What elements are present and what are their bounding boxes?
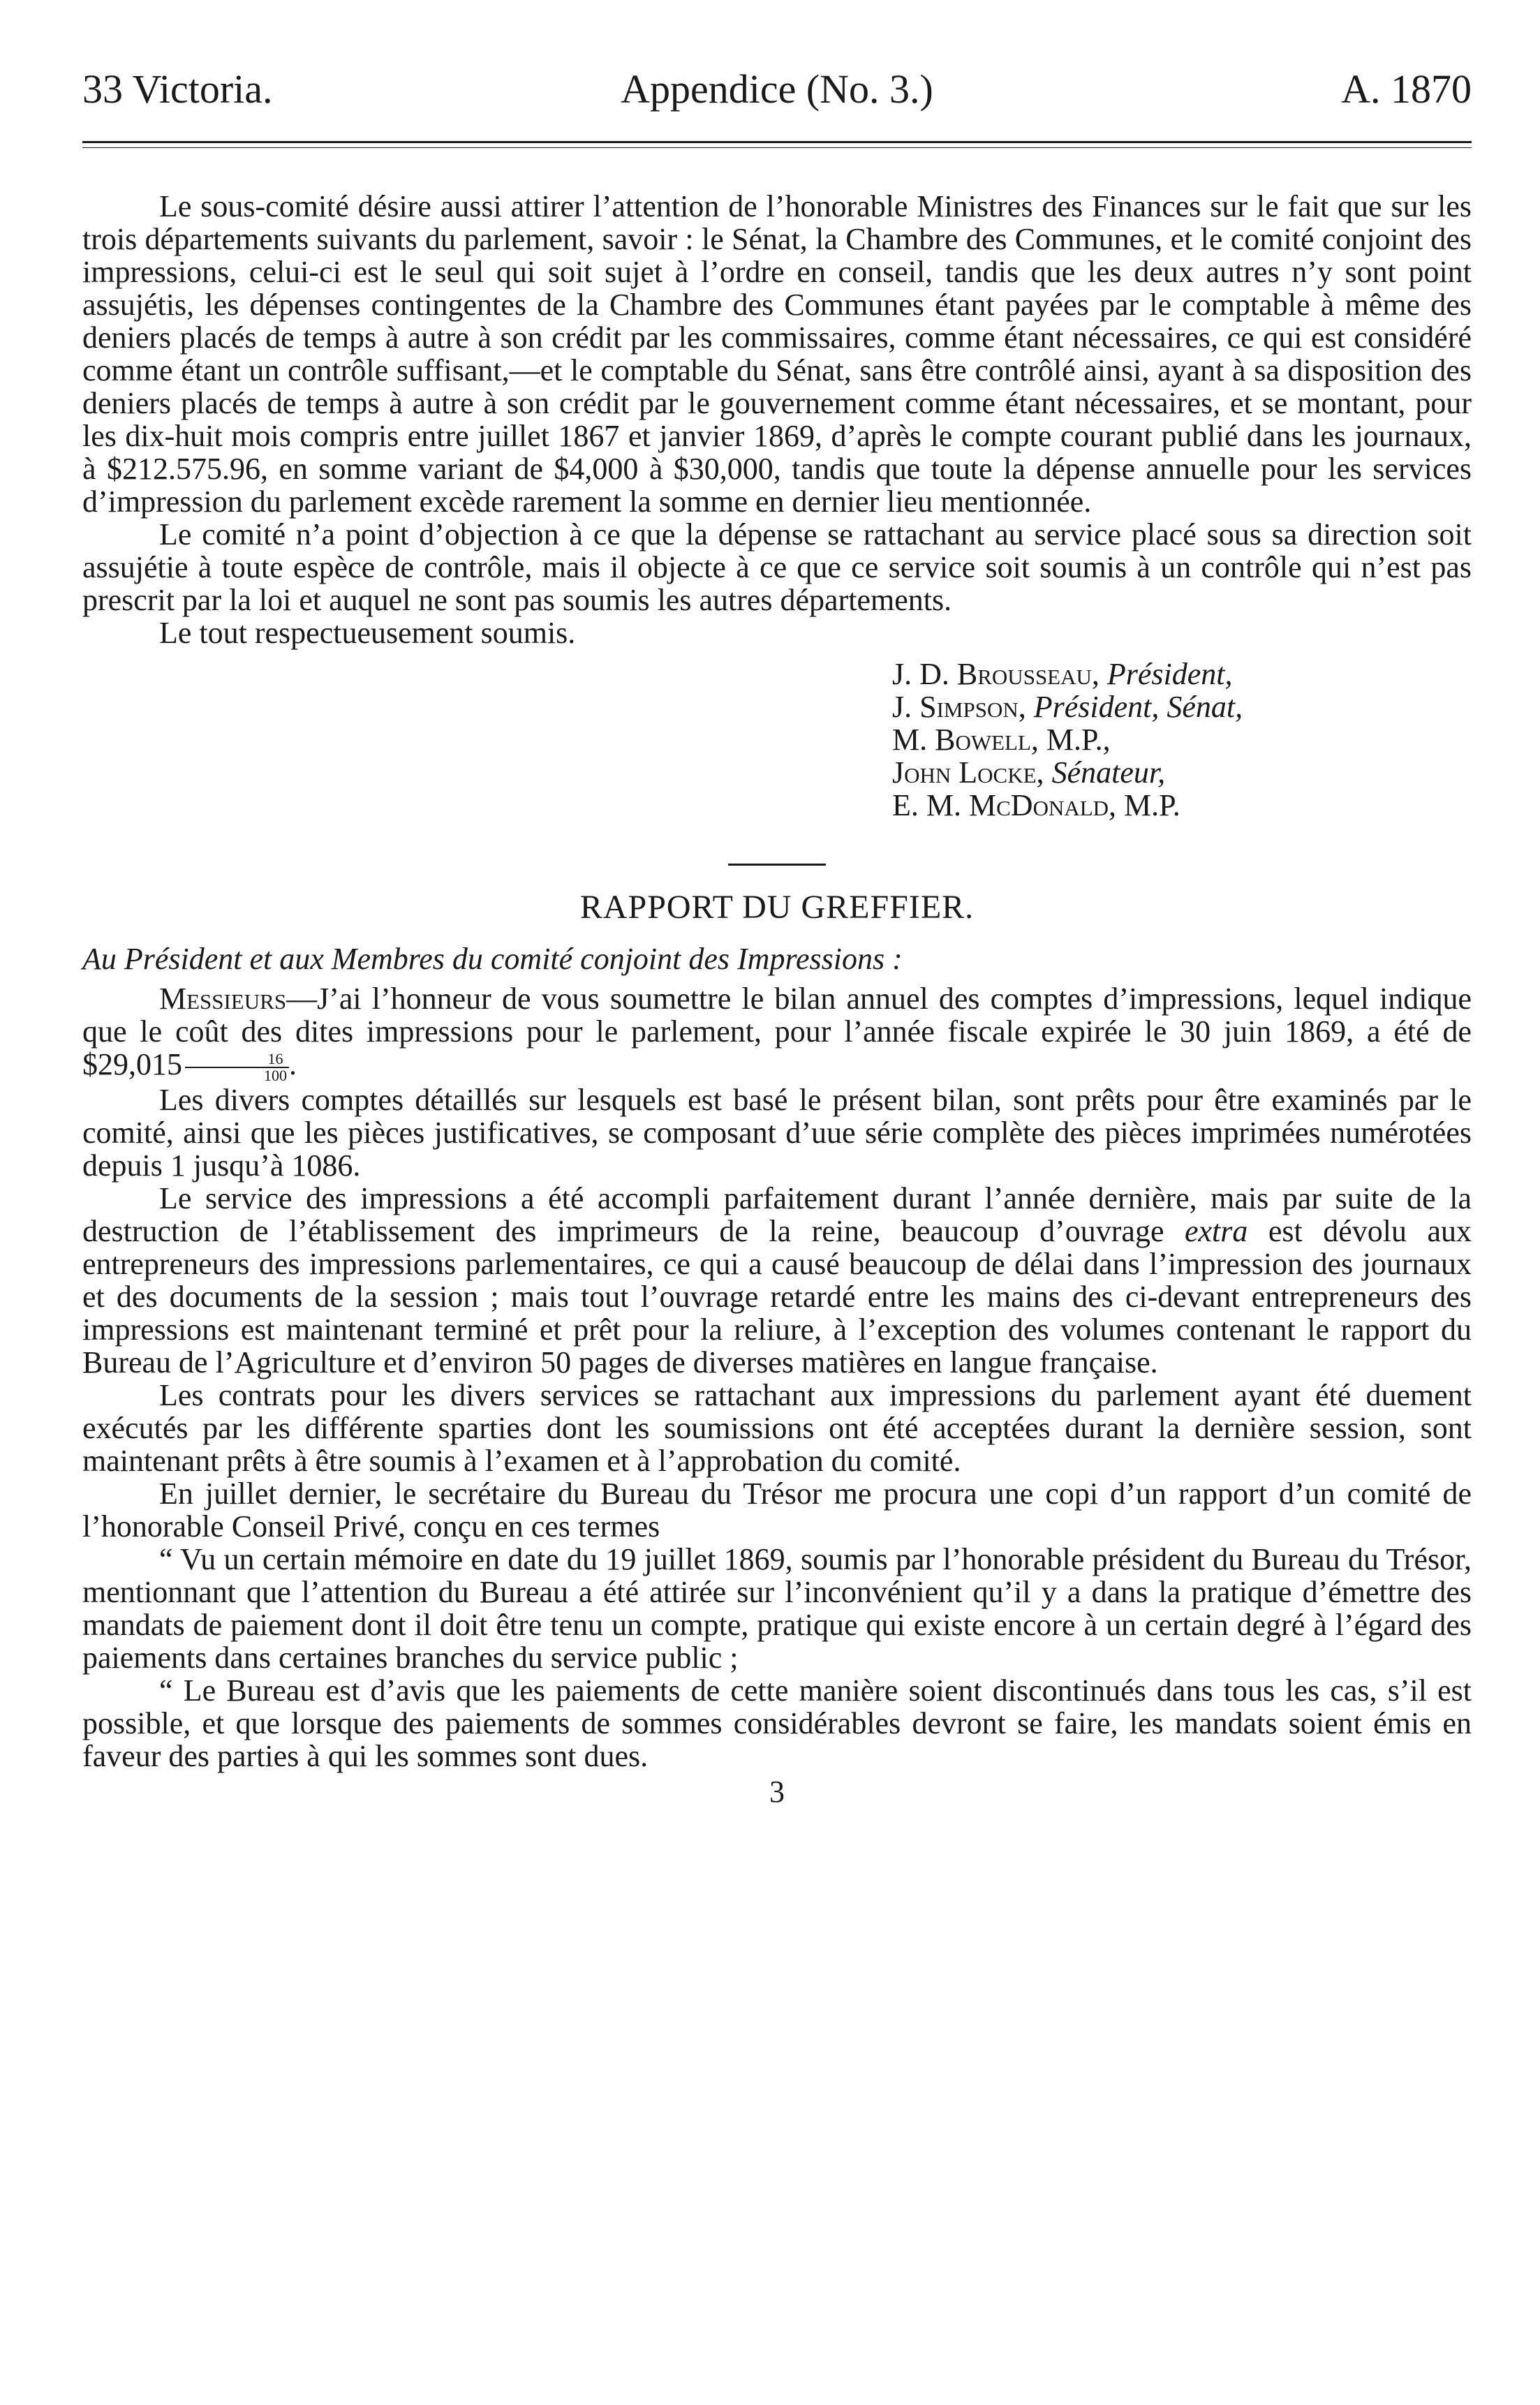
signatory-name: John Locke, (892, 755, 1044, 790)
paragraph: Les contrats pour les divers services se rattachant aux impressions du parlement ayant été duement exécutés par les différente sparties dont les soumissions ont été acceptées durant la dernière session, sont maintenant prêts à être soumis à l’examen et à l’approbation du comité. (82, 1377, 1472, 1478)
header-appendix: Appendice (No. 3.) (621, 66, 933, 112)
quoted-paragraph: “ Le Bureau est d’avis que les paiements de cette manière soient discontinués dans tous les cas, s’il est possible, et que lorsque des paiements de sommes considérables devront se faire, les mandats soient émis en faveur des parties à qui les sommes sont dues. (82, 1673, 1472, 1773)
signature-block (892, 658, 1472, 822)
italic-word: extra (1184, 1213, 1248, 1248)
page-number: 3 (769, 1774, 785, 1809)
paragraph: En juillet dernier, le secrétaire du Bureau du Trésor me procura une copi d’un rapport d’un comité de l’honorable Conseil Privé, conçu en ces termes (82, 1476, 1472, 1544)
paragraph: Le sous-comité désire aussi attirer l’attention de l’honorable Ministres des Finances sur le fait que sur les trois départements suivants du parlement, savoir : le Sénat, la Chambre des Communes, et le comité conjoint des impressions, celui-ci est le seul qui soit sujet à l’ordre en conseil, tandis que les deux autres n’y sont point assujétis, les dépenses contingentes de la Chambre des Communes étant payées par le comptable à même des deniers placés de temps à autre à son crédit par les commissaires, comme étant nécessaires, ce qui est considéré comme étant un contrôle suffisant,—et le comptable du Sénat, sans être contrôlé ainsi, ayant à sa disposition des deniers placés de temps à autre à son crédit par le gouvernement comme étant nécessaires, et se montant, pour les dix-huit mois compris entre juillet 1867 et janvier 1869, d’après le compte courant publié dans les journaux, à $212.575.96, en somme variant de $4,000 à $30,000, tandis que toute la dépense annuelle pour les services d’impression du parlement excède rarement la somme en dernier lieu mentionnée. (82, 189, 1472, 519)
signatory-name: M. Bowell, M.P., (892, 723, 1111, 757)
signature-line (892, 658, 1472, 690)
report-address: Au Président et aux Membres du comité conjoint des Impressions : (82, 942, 903, 976)
signatory-name: E. M. McDonald, M.P. (892, 788, 1180, 822)
signature-line (892, 756, 1472, 789)
header-rule-thick (82, 141, 1472, 143)
signature-line (892, 789, 1472, 822)
signature-line (892, 723, 1472, 756)
signatory-name: J. D. Brousseau, (892, 657, 1100, 691)
header-session: 33 Victoria. (82, 66, 273, 112)
fraction-denominator: 100 (264, 1066, 287, 1084)
signatory-role: Président, Sénat, (1026, 690, 1243, 724)
paragraph: Les divers comptes détaillés sur lesquels est basé le présent bilan, sont prêts pour être examinés par le comité, ainsi que les pièces justificatives, se composant d’uue série complète des pièces imprimées numérotées depuis 1 jusqu’à 1086. (82, 1082, 1472, 1183)
quoted-paragraph: “ Vu un certain mémoire en date du 19 juillet 1869, soumis par l’honorable président du Bureau du Trésor, mentionnant que l’attention du Bureau a été attirée sur l’inconvénient qu’il y a dans la pratique d’émettre des mandats de paiement dont il doit être tenu un compte, pratique qui existe encore à un certain degré à l’égard des paiements dans certaines branches du service public ; (82, 1541, 1472, 1675)
running-header (82, 56, 1472, 123)
report-section (82, 982, 1472, 1773)
section-divider (728, 864, 826, 866)
paragraph (82, 982, 1472, 1083)
paragraph-end: . (289, 1047, 297, 1081)
header-year: A. 1870 (1341, 66, 1472, 112)
subcommittee-section (82, 190, 1472, 649)
signature-line (892, 690, 1472, 723)
signatory-role: Sénateur, (1044, 755, 1166, 790)
paragraph-text: —J’ai l’honneur de vous soumettre le bilan annuel des comptes d’impressions, lequel indique que le coût des dites impressions pour le parlement, pour l’année fiscale expirée le 30 juin 1869, a été de $29,015 (82, 982, 1472, 1081)
header-rule-thin (82, 147, 1472, 148)
paragraph: Le comité n’a point d’objection à ce que la dépense se rattachant au service placé sous sa direction soit assujétie à toute espèce de contrôle, mais il objecte à ce que ce service soit soumis à un contrôle qui n’est pas prescrit par la loi et auquel ne sont pas soumis les autres départements. (82, 517, 1472, 617)
document-page (82, 56, 1472, 1808)
signatory-name: J. Simpson, (892, 690, 1026, 724)
fraction-numerator: 16 (185, 1051, 289, 1068)
section-title: RAPPORT DU GREFFIER. (579, 889, 975, 926)
signatory-role: Président, (1099, 657, 1233, 691)
paragraph: Le tout respectueusement soumis. (159, 616, 576, 650)
salutation: Messieurs (159, 982, 287, 1016)
paragraph-text: est dévolu aux entrepreneurs des impressions parlementaires, ce qui a causé beaucoup de délai dans l’impression des journaux et des documents de la session ; mais tout l’ouvrage retardé entre les mains des ci-devant entrepreneurs des impressions est maintenant terminé et prêt pour la reliure, à l’exception des volumes contenant le rapport du Bureau de l’Agriculture et d’environ 50 pages de diverses matières en langue française. (82, 1213, 1472, 1379)
paragraph-text: Le service des impressions a été accompli parfaitement durant l’année dernière, mais par suite de la destruction de l’établissement des imprimeurs de la reine, beaucoup d’ouvrage (82, 1181, 1472, 1248)
paragraph (82, 1182, 1472, 1379)
fraction (185, 1051, 289, 1083)
